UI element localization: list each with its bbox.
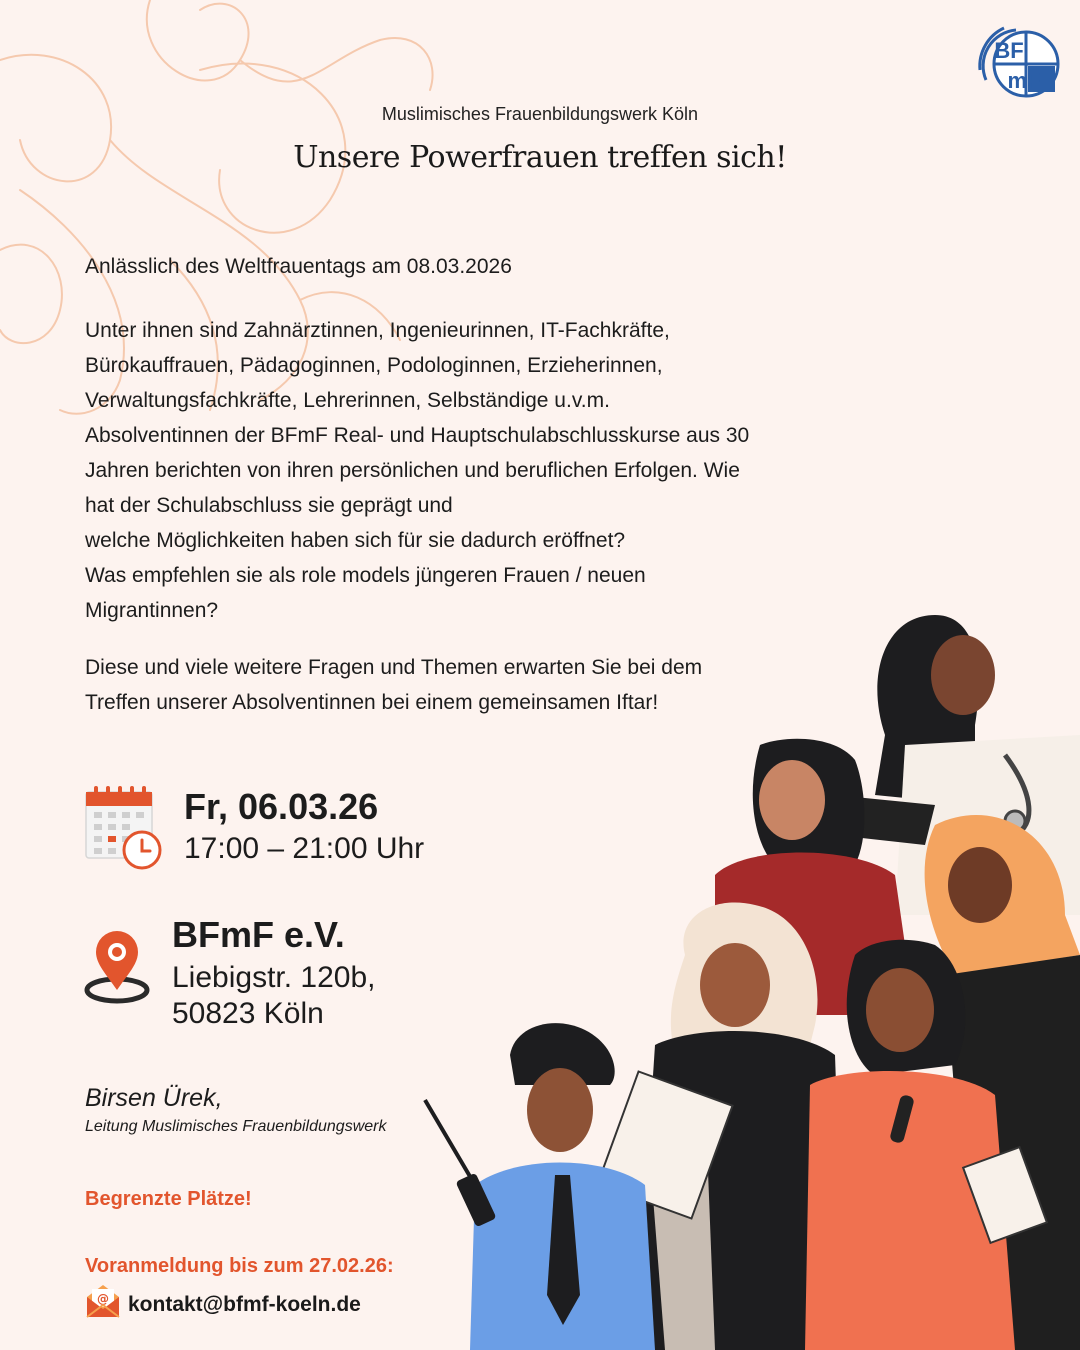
paragraph-line: Migrantinnen? [85, 599, 219, 622]
paragraph-line: Diese und viele weitere Fragen und Themen erwarten Sie bei dem [85, 656, 703, 679]
svg-text:@: @ [97, 1292, 109, 1306]
paragraph-line: Unter ihnen sind Zahnärztinnen, Ingenieurinnen, IT-Fachkräfte, [85, 319, 670, 342]
logo-text-top: BF [994, 38, 1024, 63]
occasion-text: Anlässlich des Weltfrauentags am 08.03.2026 [85, 255, 512, 278]
event-venue: BFmF e.V. [172, 914, 345, 955]
signature-name: Birsen Ürek, [85, 1084, 223, 1112]
address-line: 50823 Köln [172, 997, 324, 1030]
event-time: 17:00 – 21:00 Uhr [184, 832, 425, 865]
intro-paragraph [85, 313, 885, 628]
limited-places-notice: Begrenzte Plätze! [85, 1188, 252, 1210]
bfmf-logo [976, 20, 1060, 100]
paragraph-line: Was empfehlen sie als role models jüngeren Frauen / neuen [85, 564, 646, 587]
paragraph-line: Bürokauffrauen, Pädagoginnen, Podologinnen, Erzieherinnen, [85, 354, 663, 377]
paragraph-line: Verwaltungsfachkräfte, Lehrerinnen, Selbständige u.v.m. [85, 389, 610, 412]
event-date: Fr, 06.03.26 [184, 786, 379, 827]
paragraph-line: welche Möglichkeiten haben sich für sie dadurch eröffnet? [85, 529, 626, 552]
page-title: Unsere Powerfrauen treffen sich! [293, 140, 787, 175]
organization-name: Muslimisches Frauenbildungswerk Köln [381, 104, 699, 124]
paragraph-line: Absolventinnen der BFmF Real- und Hauptschulabschlusskurse aus 30 [85, 424, 750, 447]
paragraph-line: hat der Schulabschluss sie geprägt und [85, 494, 453, 517]
logo-text-bottom: mF [1007, 68, 1041, 93]
paragraph-line: Treffen unserer Absolventinnen bei einem gemeinsamen Iftar! [85, 691, 659, 714]
preregistration-notice: Voranmeldung bis zum 27.02.26: [85, 1255, 394, 1277]
paragraph-line: Jahren berichten von ihren persönlichen und beruflichen Erfolgen. Wie [85, 459, 740, 482]
women-illustration [415, 595, 1080, 1350]
police-officer-figure [425, 1023, 655, 1350]
signature-role: Leitung Muslimisches Frauenbildungswerk [85, 1118, 387, 1135]
mail-icon [84, 1281, 122, 1319]
contact-email-link[interactable]: kontakt@bfmf-koeln.de [128, 1293, 361, 1316]
calendar-clock-icon [84, 786, 164, 870]
address-line: Liebigstr. 120b, [172, 961, 376, 994]
event-address [172, 960, 375, 1032]
location-pin-icon [84, 930, 150, 1004]
